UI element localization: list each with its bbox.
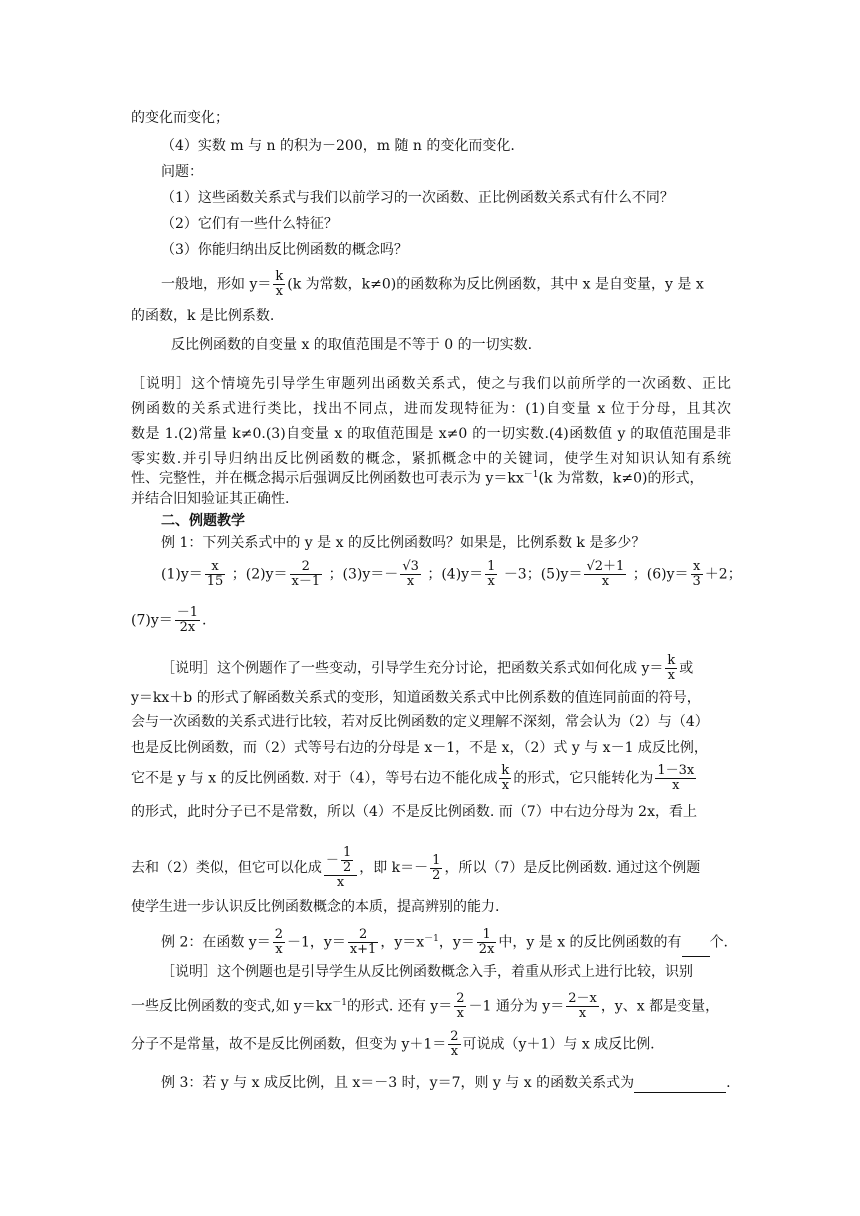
- fraction: $\frac{1-3x}{x}$: [657, 763, 695, 793]
- text-line: 的函数，k 是比例系数.: [131, 308, 275, 324]
- fraction: $\frac{1}{2}$: [432, 852, 441, 883]
- fraction: $\frac{√3}{x}$: [402, 559, 419, 589]
- fraction: $\frac{-1}{2x}$: [176, 605, 199, 635]
- fraction: $\frac{1}{x}$: [487, 559, 496, 589]
- example-1-items: (7)y＝ $\frac{-1}{2x}$ .: [131, 605, 207, 635]
- note-line: 零实数.并引导归纳出反比例函数的概念，紧抓概念中的关键词，使学生对知识认知有系统: [131, 451, 731, 467]
- text-line: 反比例函数的自变量 x 的取值范围是不等于 0 的一切实数.: [171, 337, 533, 353]
- fraction: $\frac{k}{x}$: [667, 653, 676, 683]
- note-line: y＝kx＋b 的形式了解函数关系式的变形，知道函数关系式中比例系数的值连同前面的符号，: [131, 690, 701, 706]
- note-line: 会与一次函数的关系式进行比较，若对反比例函数的定义理解不深刻，常会认为（2）与（4）: [131, 714, 709, 730]
- text-line: 问题：: [161, 164, 203, 180]
- fraction: $\frac{2-x}{x}$: [568, 991, 597, 1021]
- note-line: ［说明］这个例题作了一些变动，引导学生充分讨论，把函数关系式如何化成 y＝ $\frac{k}{x}$ 或: [161, 653, 694, 683]
- example-1-items: (1)y＝ $\frac{x}{15}$ ；(2)y＝ $\frac{2}{x-1}$ ；(3)y＝－ $\frac{√3}{x}$ ；(4)y＝ $\frac{1}{x}$ －3；(5)y＝ $\frac{√2+1}{x}$ ；(6)y＝ $\frac{x}{3}$ ＋2；: [161, 559, 742, 589]
- note-line: 性、完整性，并在概念揭示后强调反比例函数也可表示为 $y=kx^{-1}(k$ 为常数，k≠0)的形式，: [131, 470, 704, 487]
- note-line: 并结合旧知验证其正确性.: [131, 491, 290, 507]
- fraction: $\frac{2}{x-1}$: [291, 559, 321, 589]
- fraction: $\frac{2}{x}$: [450, 1029, 459, 1059]
- text-line: （4）实数 m 与 n 的积为－200，m 随 n 的变化而变化.: [161, 138, 515, 154]
- text-line: （2）它们有一些什么特征？: [161, 216, 338, 232]
- text-line: （3）你能归纳出反比例函数的概念吗？: [161, 242, 408, 258]
- note-line: 也是反比例函数，而（2）式等号右边的分母是 x－1，不是 x，（2）式 y 与 x－1 成反比例，: [131, 740, 708, 756]
- note-line: 去和（2）类似，但它可以化成 － $\frac{1}{2}$ x ，即 k＝－ $\frac{1}{2}$ ，所以（7）是反比例函数. 通过这个例题: [131, 845, 701, 890]
- text-line: （1）这些函数关系式与我们以前学习的一次函数、正比例函数关系式有什么不同？: [161, 190, 674, 206]
- note-line: 使学生进一步认识反比例函数概念的本质，提高辨别的能力.: [131, 899, 500, 915]
- fraction: $\frac{x}{15}$: [206, 559, 224, 589]
- fraction: $\frac{k}{x}$: [501, 763, 510, 793]
- fraction: $\frac{k}{x}$: [275, 269, 284, 299]
- note-line: ［说明］这个情境先引导学生审题列出函数关系式，使之与我们以前所学的一次函数、正比: [131, 376, 731, 392]
- fraction: $\frac{1}{2x}$: [478, 927, 495, 957]
- note-line: 的形式，此时分子已不是常数，所以（4）不是反比例函数. 而（7）中右边分母为 2x，看上: [131, 804, 697, 820]
- example-3: 例 3：若 y 与 x 成反比例，且 x＝－3 时，y＝7，则 y 与 x 的函数关系式为 .: [161, 1075, 731, 1091]
- definition-line: 一般地，形如 y＝ $\frac{k}{x}$ (k 为常数，k≠0)的函数称为反比例函数，其中 x 是自变量，y 是 x: [161, 269, 704, 299]
- example-1-question: 例 1：下列关系式中的 y 是 x 的反比例函数吗？如果是，比例系数 k 是多少？: [161, 535, 646, 551]
- text-line: 的变化而变化；: [131, 110, 229, 126]
- answer-blank: [682, 940, 710, 957]
- note-line: 分子不是常量，故不是反比例函数，但变为 y＋1＝ $\frac{2}{x}$ 可说成（y＋1）与 x 成反比例.: [131, 1029, 655, 1059]
- answer-blank: [634, 1076, 726, 1093]
- note-line: 一些反比例函数的变式,如 $y=kx^{-1}$的形式. 还有 y＝ $\frac{2}{x}$ －1 通分为 y＝ $\frac{2-x}{x}$ ，y、x 都是变量，: [131, 991, 720, 1021]
- fraction: $\frac{√2+1}{x}$: [586, 559, 625, 589]
- note-line: ［说明］这个例题也是引导学生从反比例函数概念入手，着重从形式上进行比较，识别: [161, 964, 693, 980]
- example-2: 例 2：在函数 y＝ $\frac{2}{x}$ －1，y＝ $\frac{2}{x+1}$ ，$y=x^{-1}$，y＝ $\frac{1}{2x}$ 中，y 是 x 的反比例函数的有 个.: [161, 927, 729, 957]
- note-line: 它不是 y 与 x 的反比例函数. 对于（4），等号右边不能化成 $\frac{k}{x}$ 的形式，它只能转化为 $\frac{1-3x}{x}$: [131, 763, 695, 793]
- fraction: $\frac{x}{3}$: [692, 559, 701, 589]
- note-line: 例函数的关系式进行类比，找出不同点，进而发现特征为：(1)自变量 x 位于分母，且其次: [131, 401, 731, 417]
- fraction: $\frac{2}{x}$: [274, 927, 283, 957]
- section-heading: 二、例题教学: [161, 513, 245, 529]
- note-line: 数是 1.(2)常量 k≠0.(3)自变量 x 的取值范围是 x≠0 的一切实数.(4)函数值 y 的取值范围是非: [131, 426, 731, 442]
- fraction: － $\frac{1}{2}$ x: [324, 846, 357, 890]
- fraction: $\frac{2}{x+1}$: [349, 927, 377, 957]
- fraction: $\frac{2}{x}$: [456, 991, 465, 1021]
